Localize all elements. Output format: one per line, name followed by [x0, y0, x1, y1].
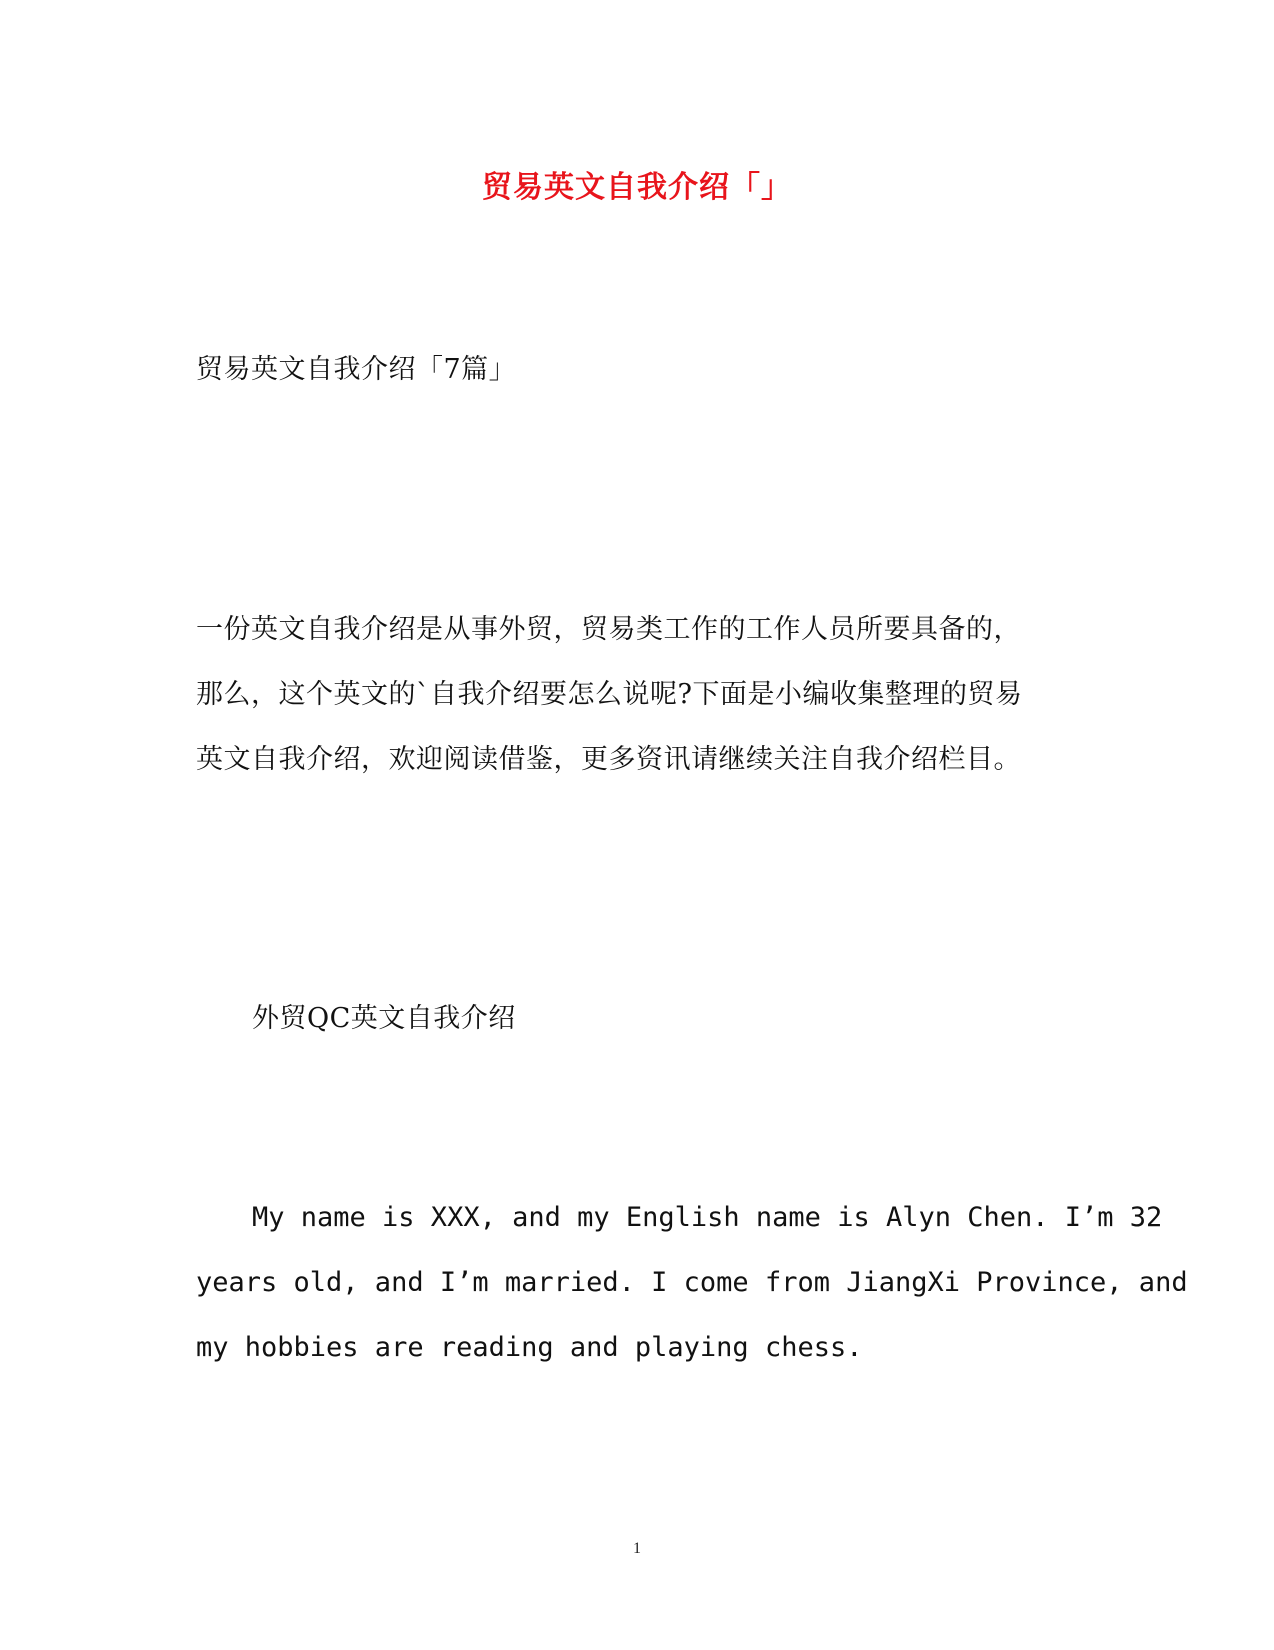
document-title: 贸易英文自我介绍「」 — [482, 170, 792, 205]
section-heading: 外贸QC英文自我介绍 — [252, 1003, 516, 1034]
page-number: 1 — [633, 1540, 641, 1557]
english-line-3: my hobbies are reading and playing chess. — [196, 1332, 863, 1363]
intro-line-3: 英文自我介绍，欢迎阅读借鉴，更多资讯请继续关注自我介绍栏目。 — [196, 744, 1021, 775]
english-line-2: years old, and I’m married. I come from JiangXi Province, and — [196, 1267, 1188, 1298]
document-subtitle: 贸易英文自我介绍「7篇」 — [196, 354, 517, 385]
english-line-1: My name is XXX, and my English name is Alyn Chen. I’m 32 — [252, 1202, 1163, 1233]
intro-line-2: 那么，这个英文的`自我介绍要怎么说呢?下面是小编收集整理的贸易 — [196, 679, 1023, 710]
intro-line-1: 一份英文自我介绍是从事外贸，贸易类工作的工作人员所要具备的， — [196, 614, 1021, 645]
